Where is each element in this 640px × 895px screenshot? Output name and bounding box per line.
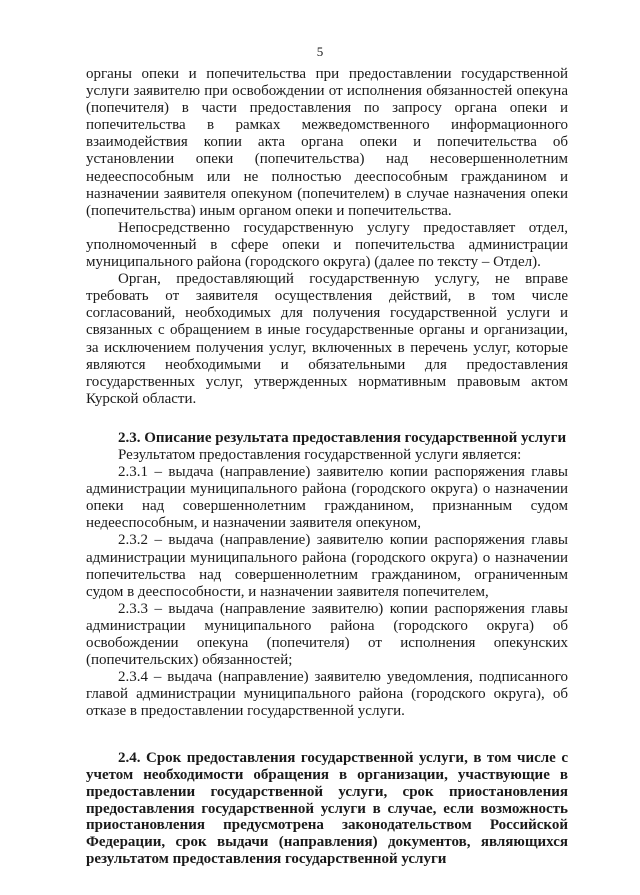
section-2-3-heading: 2.3. Описание результата предоставления государственной услуги: [118, 429, 567, 446]
section-2-4-heading: 2.4. Срок предоставления государственной услуги, в том числе с учетом необходимости обращения в организации, участвующие в предоставлении государственной услуги, срок приостановления предоставления государственной услуги в случае, если возможность приостановления предусмотрена законодательством Российской Федерации, срок выдачи (направления) документов, являющихся результатом предоставления государственной услуги: [86, 750, 568, 867]
page-number: 5: [316, 44, 324, 59]
paragraph-prohibited-requirements: Орган, предоставляющий государственную услугу, не вправе требовать от заявителя осуществления действий, в том числе согласований, необходимых для получения государственной услуги и связанных с обращением в иные государственные органы и организации, за исключением получения услуг, включенных в перечень услуг, которые являются необходимыми и обязательными для предоставления государственных услуг, утвержденных нормативным правовым актом Курской области.: [86, 271, 568, 407]
paragraph-guardianship-authorities: органы опеки и попечительства при предоставлении государственной услуги заявителю при освобождении от исполнения обязанностей опекуна (попечителя) в части предоставления по запросу органа опеки и попечительства в рамках межведомственного информационного взаимодействия копии акта органа опеки и попечительства об установлении опеки (попечительства) над несовершеннолетним недееспособным или не полностью дееспособным гражданином и назначении заявителя опекуном (попечителем) в случае назначения опеки (попечительства) иным органом опеки и попечительства.: [86, 66, 568, 219]
result-item-2-3-2: 2.3.2 – выдача (направление) заявителю копии распоряжения главы администрации муниципального района (городского округа) о назначении попечительства над совершеннолетним гражданином, ограниченным судом в дееспособности, и назначении заявителя попечителем,: [86, 532, 568, 600]
paragraph-service-provider: Непосредственно государственную услугу предоставляет отдел, уполномоченный в сфере опеки и попечительства администрации муниципального района (городского округа) (далее по тексту – Отдел).: [86, 219, 568, 271]
result-item-2-3-3: 2.3.3 – выдача (направление заявителю) копии распоряжения главы администрации муниципального района (городского округа) об освобождении опекуна (попечителя) от исполнения опекунских (попечительских) обязанностей;: [86, 600, 568, 669]
document-body: [86, 66, 568, 867]
result-item-2-3-1: 2.3.1 – выдача (направление) заявителю копии распоряжения главы администрации муниципального района (городского округа) о назначении опеки над совершеннолетним гражданином, признанным судом недееспособным, и назначении заявителя опекуном,: [86, 464, 568, 532]
section-2-3-intro: Результатом предоставления государственной услуги является:: [118, 446, 522, 463]
result-item-2-3-4: 2.3.4 – выдача (направление) заявителю уведомления, подписанного главой администрации муниципального района (городского округа), об отказе в предоставлении государственной услуги.: [86, 669, 568, 720]
